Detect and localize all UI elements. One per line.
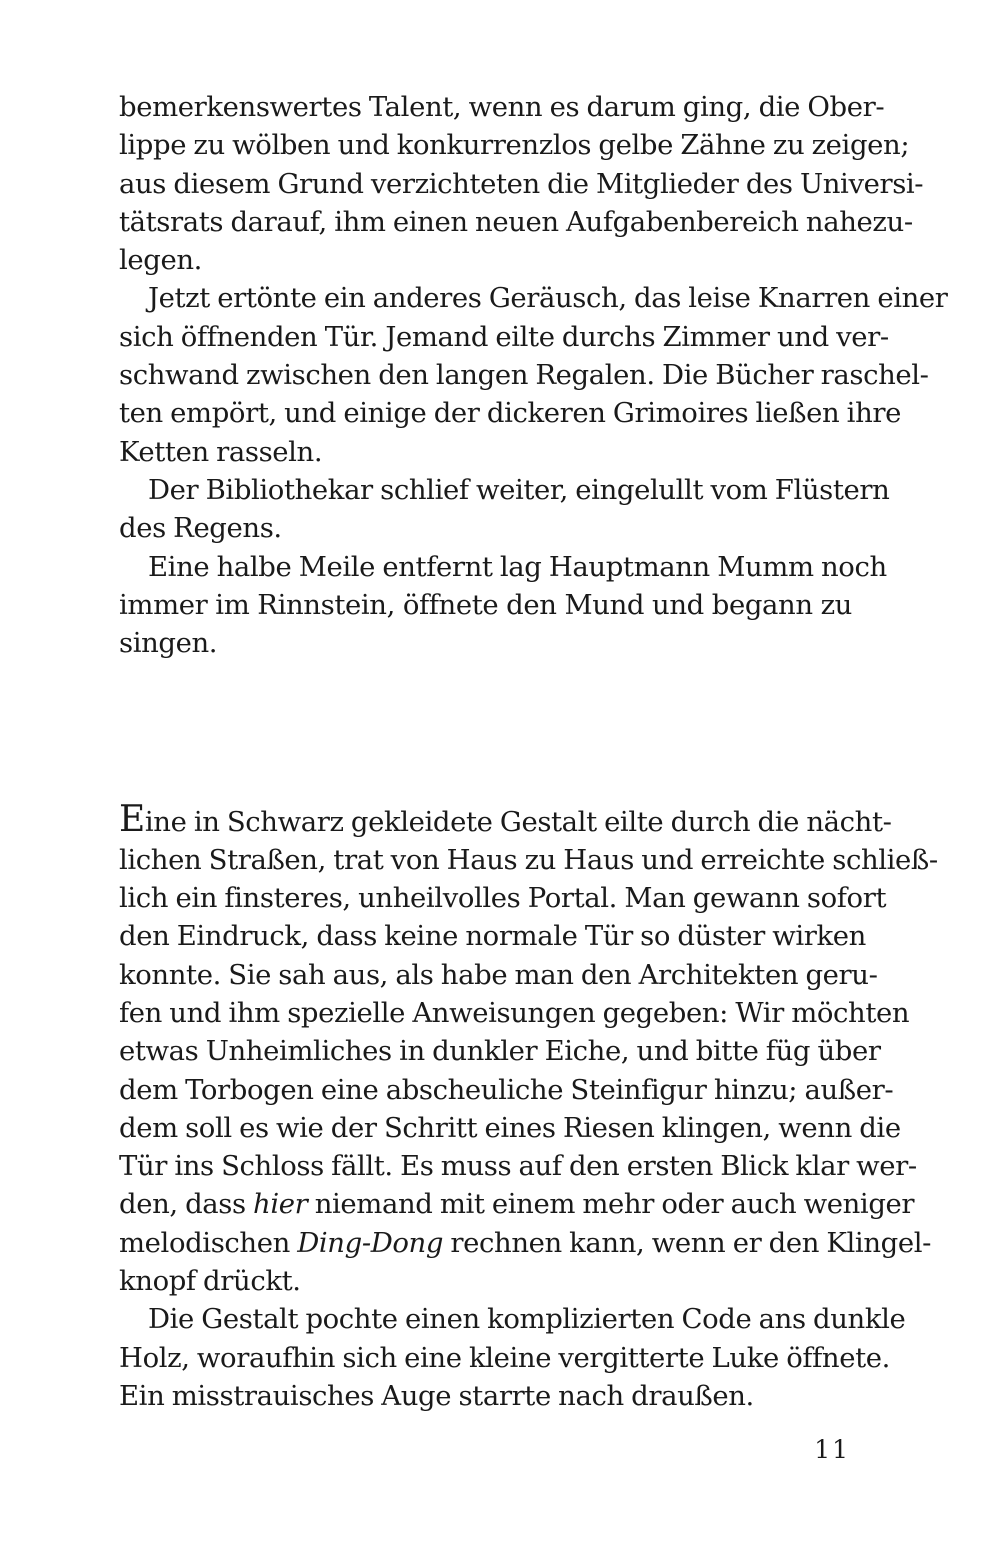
text-line: des Regens.	[119, 512, 282, 545]
text-run: rechnen kann, wenn er den Klingel-	[443, 1226, 932, 1259]
paragraph	[119, 279, 948, 470]
text-line: ten empört, und einige der dickeren Grimoires ließen ihre	[119, 397, 902, 430]
paragraph	[119, 799, 938, 1300]
text-line: aus diesem Grund verzichteten die Mitglieder des Universi-	[119, 167, 924, 200]
text-line: den Eindruck, dass keine normale Tür so düster wirken	[119, 920, 866, 953]
text-line: Eine halbe Meile entfernt lag Hauptmann Mumm noch	[148, 550, 887, 583]
text-line: lichen Straßen, trat von Haus zu Haus und erreichte schließ-	[119, 843, 938, 876]
text-line: dem Torbogen eine abscheuliche Steinfigur hinzu; außer-	[119, 1073, 894, 1106]
emphasis: Ding-Dong	[297, 1226, 444, 1259]
text-run: niemand mit einem mehr oder auch weniger	[307, 1188, 915, 1221]
text-line: Ketten rasseln.	[119, 435, 323, 468]
text-run: ine in Schwarz gekleidete Gestalt eilte durch die nächt-	[144, 806, 892, 839]
text-run: den, dass	[119, 1188, 254, 1221]
text-line: lippe zu wölben und konkurrenzlos gelbe Zähne zu zeigen;	[119, 129, 910, 162]
page-number: 11	[814, 1435, 850, 1464]
text-line: Tür ins Schloss fällt. Es muss auf den ersten Blick klar wer-	[119, 1150, 917, 1183]
text-line: legen.	[119, 244, 203, 277]
book-page-text	[119, 88, 948, 1415]
text-line: immer im Rinnstein, öffnete den Mund und begann zu	[119, 588, 852, 621]
initial-letter: E	[119, 799, 145, 841]
text-line: Holz, woraufhin sich eine kleine vergitterte Luke öffnete.	[119, 1341, 890, 1374]
section-break	[119, 662, 852, 802]
text-line: knopf drückt.	[119, 1265, 301, 1298]
emphasis: hier	[253, 1188, 308, 1221]
text-line: fen und ihm spezielle Anweisungen gegeben: Wir möchten	[119, 996, 910, 1029]
paragraph	[119, 88, 924, 279]
text-line	[119, 1185, 915, 1223]
text-line: bemerkenswertes Talent, wenn es darum ging, die Ober-	[119, 91, 885, 123]
text-line: dem soll es wie der Schritt eines Riesen klingen, wenn die	[119, 1111, 901, 1144]
text-run: melodischen	[119, 1226, 298, 1259]
text-line: lich ein finsteres, unheilvolles Portal. Man gewann sofort	[119, 882, 887, 915]
text-line: tätsrats darauf, ihm einen neuen Aufgabenbereich nahezu-	[119, 205, 913, 238]
text-line: schwand zwischen den langen Regalen. Die Bücher raschel-	[119, 359, 929, 392]
text-line: singen.	[119, 627, 218, 660]
text-line: sich öffnenden Tür. Jemand eilte durchs Zimmer und ver-	[119, 320, 889, 353]
paragraph	[119, 548, 887, 663]
paragraph	[119, 471, 890, 548]
text-line	[119, 799, 892, 841]
text-line: konnte. Sie sah aus, als habe man den Architekten geru-	[119, 958, 878, 991]
text-line: Jetzt ertönte ein anderes Geräusch, das leise Knarren einer	[148, 282, 948, 315]
paragraph	[119, 1300, 906, 1415]
text-line: Ein misstrauisches Auge starrte nach draußen.	[119, 1379, 754, 1412]
text-line	[119, 1224, 932, 1262]
text-line: Der Bibliothekar schlief weiter, eingelullt vom Flüstern	[148, 473, 890, 506]
text-line: etwas Unheimliches in dunkler Eiche, und bitte füg über	[119, 1035, 881, 1068]
text-line: Die Gestalt pochte einen komplizierten Code ans dunkle	[148, 1303, 906, 1336]
